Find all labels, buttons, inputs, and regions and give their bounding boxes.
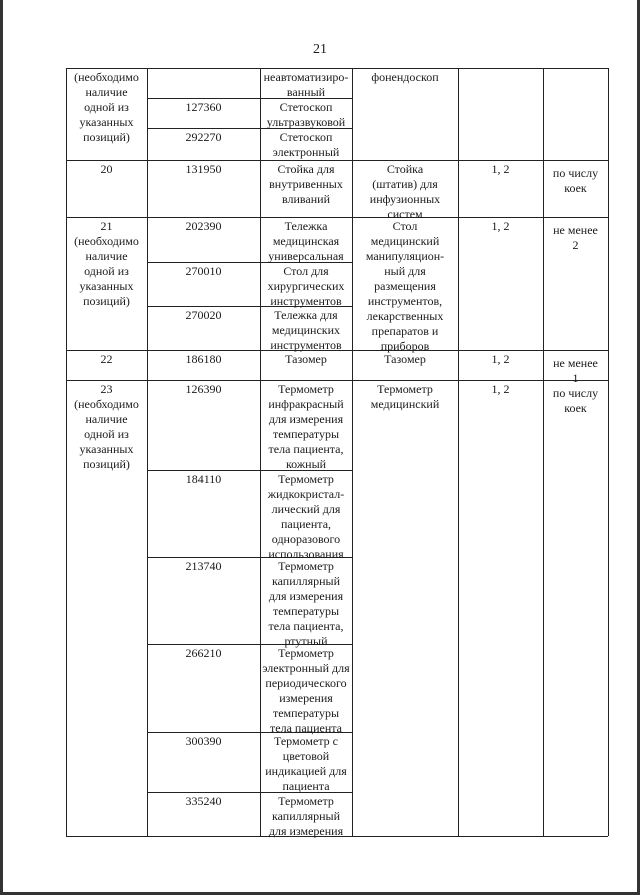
- product-code: 292270: [185, 130, 222, 144]
- group-number: 1, 2: [491, 382, 510, 396]
- product-name: Тележка медицинская универсальная: [268, 219, 344, 263]
- device-name: Стол медицинский манипуляцион- ный для размещения инструментов, лекарственных препаратов и приборов: [365, 219, 445, 353]
- product-name: неавтоматизиро- ванный: [263, 70, 349, 99]
- product-code: 202390: [185, 219, 222, 233]
- product-name: Стол для хирургических инструментов: [267, 264, 345, 308]
- product-code: 186180: [185, 352, 222, 366]
- product-code: 266210: [185, 646, 222, 660]
- device-name: Тазомер: [384, 352, 426, 366]
- product-name: Термометр жидкокристал- лический для пациента, одноразового использования: [267, 472, 345, 561]
- product-name: Термометр с цветовой индикацией для пациента: [265, 734, 347, 793]
- device-name: фонендоскоп: [371, 70, 439, 84]
- quantity: по числу коек: [552, 166, 599, 195]
- product-code: 127360: [185, 100, 222, 114]
- product-code: 270010: [185, 264, 222, 278]
- group-number: 1, 2: [491, 352, 510, 366]
- page-number: 21: [313, 42, 327, 57]
- position-number: (необходимо наличие одной из указанных позиций): [74, 70, 139, 144]
- product-code: 335240: [185, 794, 222, 808]
- product-name: Стойка для внутривенных вливаний: [269, 162, 343, 206]
- device-name: Стойка (штатив) для инфузионных систем: [369, 162, 441, 221]
- product-name: Тележка для медицинских инструментов: [270, 308, 342, 352]
- position-number: 20: [100, 162, 113, 176]
- product-name: Термометр электронный для периодического измерения температуры тела пациента: [262, 646, 350, 735]
- product-name: Тазомер: [285, 352, 327, 366]
- product-name: Термометр капиллярный для измерения температуры тела пациента, ртутный: [268, 559, 344, 648]
- group-number: 1, 2: [491, 219, 510, 233]
- product-code: 300390: [185, 734, 222, 748]
- scan-border-left: [0, 0, 3, 895]
- product-code: 131950: [185, 162, 222, 176]
- position-number: 21 (необходимо наличие одной из указанных позиций): [74, 219, 139, 308]
- product-code: 184110: [185, 472, 222, 486]
- quantity: по числу коек: [552, 386, 599, 415]
- product-name: Термометр капиллярный для измерения: [268, 794, 344, 838]
- position-number: 23 (необходимо наличие одной из указанных позиций): [74, 382, 139, 471]
- product-code: 270020: [185, 308, 222, 322]
- group-number: 1, 2: [491, 162, 510, 176]
- quantity: не менее 2: [553, 223, 598, 252]
- product-name: Стетоскоп ультразвуковой: [266, 100, 346, 129]
- product-code: 126390: [185, 382, 222, 396]
- product-code: 213740: [185, 559, 222, 573]
- quantity: не менее 1: [553, 356, 598, 385]
- product-name: Стетоскоп электронный: [272, 130, 340, 159]
- device-name: Термометр медицинский: [370, 382, 440, 411]
- position-number: 22: [100, 352, 113, 366]
- product-name: Термометр инфракрасный для измерения температуры тела пациента, кожный: [268, 382, 344, 471]
